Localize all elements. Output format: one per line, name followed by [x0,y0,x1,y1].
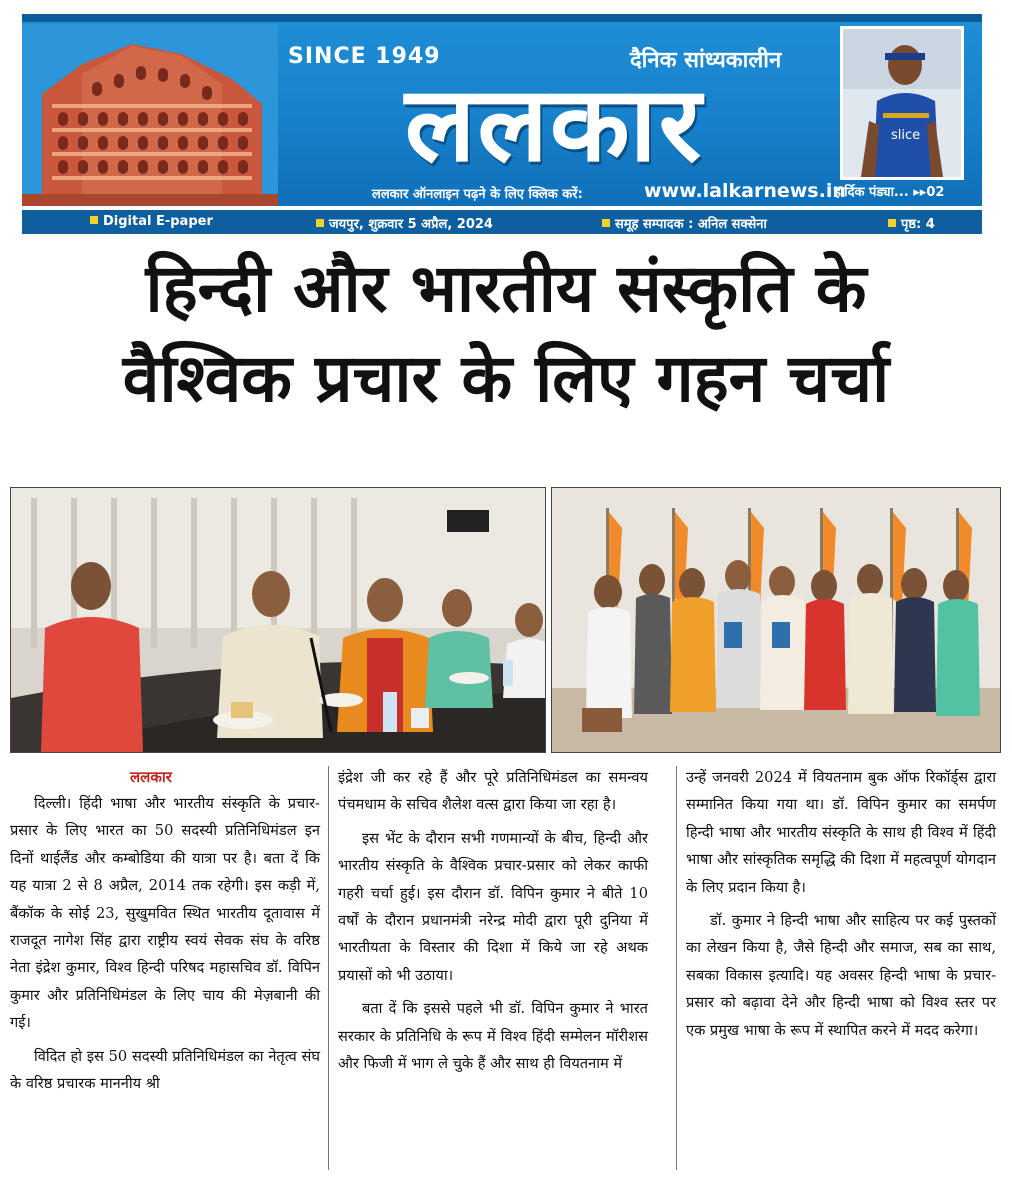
bullet-icon [316,219,324,227]
online-read-text: ललकार ऑनलाइन पढ़ने के लिए क्लिक करें: [372,187,583,202]
website-link[interactable]: www.lalkarnews.in [644,180,846,202]
cricketer-illustration [843,29,961,177]
article-column-2 [338,764,648,1077]
paragraph: इस भेंट के दौरान सभी गणमान्यों के बीच, हिन्दी और भारतीय संस्कृति के वैश्विक प्रचार-प्रसार को लेकर काफी गहरी चर्चा हुई। इस दौरान डॉ. विपिन कुमार ने बीते 10 वर्षों के दौरान प्रधानमंत्री नरेन्द्र मोदी द्वारा पूरी दुनिया में भारतीयता के विस्तार की दिशा में किये जा रहे अथक प्रयासों को भी उठाया। [338,829,648,984]
article-column-3 [686,764,996,1044]
banner-top-stripe [22,14,982,22]
column-rule [328,766,329,1170]
page-label [888,214,935,232]
paragraph: विदित हो इस 50 सदस्यी प्रतिनिधिमंडल का नेतृत्व संघ के वरिष्ठ प्रचारक माननीय श्री [10,1047,320,1093]
byline: ललकार [130,768,172,786]
jersey-text: slice [891,128,921,143]
bullet-icon [90,216,98,224]
bullet-icon [888,219,896,227]
column-rule [676,766,677,1170]
headline [14,244,998,424]
headline-line-1: हिन्दी और भारतीय संस्कृति के [145,250,867,327]
delegation-scene-illustration [552,488,1000,752]
article-column-1 [10,764,320,1097]
page-number-text: पृष्ठ: 4 [901,217,935,232]
editor-text: समूह सम्पादक : अनिल सक्सेना [615,217,767,232]
since-label: SINCE 1949 [288,44,441,69]
delegation-photo [551,487,1001,753]
date-text: जयपुर, शुक्रवार 5 अप्रैल, 2024 [329,217,493,232]
teaser-caption[interactable]: हार्दिक पंड्या... ▸▸02 [834,185,945,200]
edition-text: Digital E-paper [103,214,213,229]
hawa-mahal-illustration [22,24,278,206]
date-label [316,214,493,232]
headline-line-2: वैश्विक प्रचार के लिए गहन चर्चा [122,340,890,417]
paragraph: डॉ. कुमार ने हिन्दी भाषा और साहित्य पर कई पुस्तकों का लेखन किया है, जैसे हिन्दी और समाज, सब का साथ, सबका विकास इत्यादि। यह अवसर हिन्दी भाषा के प्रचार-प्रसार को बढ़ावा देने और हिन्दी भाषा को विश्व स्तर पर एक प्रमुख भाषा के रूप में स्थापित करने में मदद करेगा। [686,912,996,1039]
masthead-banner [22,14,982,206]
masthead [22,0,982,236]
paragraph: दिल्ली। हिंदी भाषा और भारतीय संस्कृति के प्रचार-प्रसार के लिए भारत का 50 सदस्यी प्रतिनिधिमंडल इन दिनों थाईलैंड और कम्बोडिया की यात्रा पर है। बता दें कि यह यात्रा 2 से 8 अप्रैल, 2014 तक रहेगी। इस कड़ी में, बैंकॉक के सोई 23, सुखुमवित स्थित भारतीय दूतावास में राजदूत नागेश सिंह द्वारा राष्ट्रीय स्वयं सेवक संघ के वरिष्ठ नेता इंद्रेश कुमार, विश्व हिन्दी परिषद महासचिव डॉ. विपिन कुमार और प्रतिनिधिमंडल के लिए चाय की मेज़बानी की गई। [10,795,320,1032]
edition-label [90,214,213,229]
tagline: दैनिक सांध्यकालीन [630,48,782,73]
paragraph: उन्हें जनवरी 2024 में वियतनाम बुक ऑफ रिकॉर्ड्स द्वारा सम्मानित किया गया था। डॉ. विपिन कुमार का समर्पण हिन्दी भाषा और भारतीय संस्कृति के साथ ही विश्व में हिंदी भाषा और सांस्कृतिक समृद्धि की दिशा में महत्वपूर्ण योगदान के लिए प्रदान किया है। [686,769,996,896]
info-bar [22,210,982,234]
teaser-photo[interactable] [840,26,964,180]
bullet-icon [602,219,610,227]
editor-label [602,214,767,232]
newspaper-logo: ललकार [404,63,704,185]
paragraph: बता दें कि इससे पहले भी डॉ. विपिन कुमार ने भारत सरकार के प्रतिनिधि के रूप में विश्व हिंदी सम्मेलन मॉरीशस और फिजी में भाग ले चुके हैं और साथ ही वियतनाम में [338,1000,648,1073]
meeting-photo [10,487,546,753]
paragraph: इंद्रेश जी कर रहे हैं और पूरे प्रतिनिधिमंडल का समन्वय पंचमधाम के सचिव शैलेश वत्स द्वारा किया जा रहा है। [338,769,648,814]
meeting-scene-illustration [11,488,545,752]
